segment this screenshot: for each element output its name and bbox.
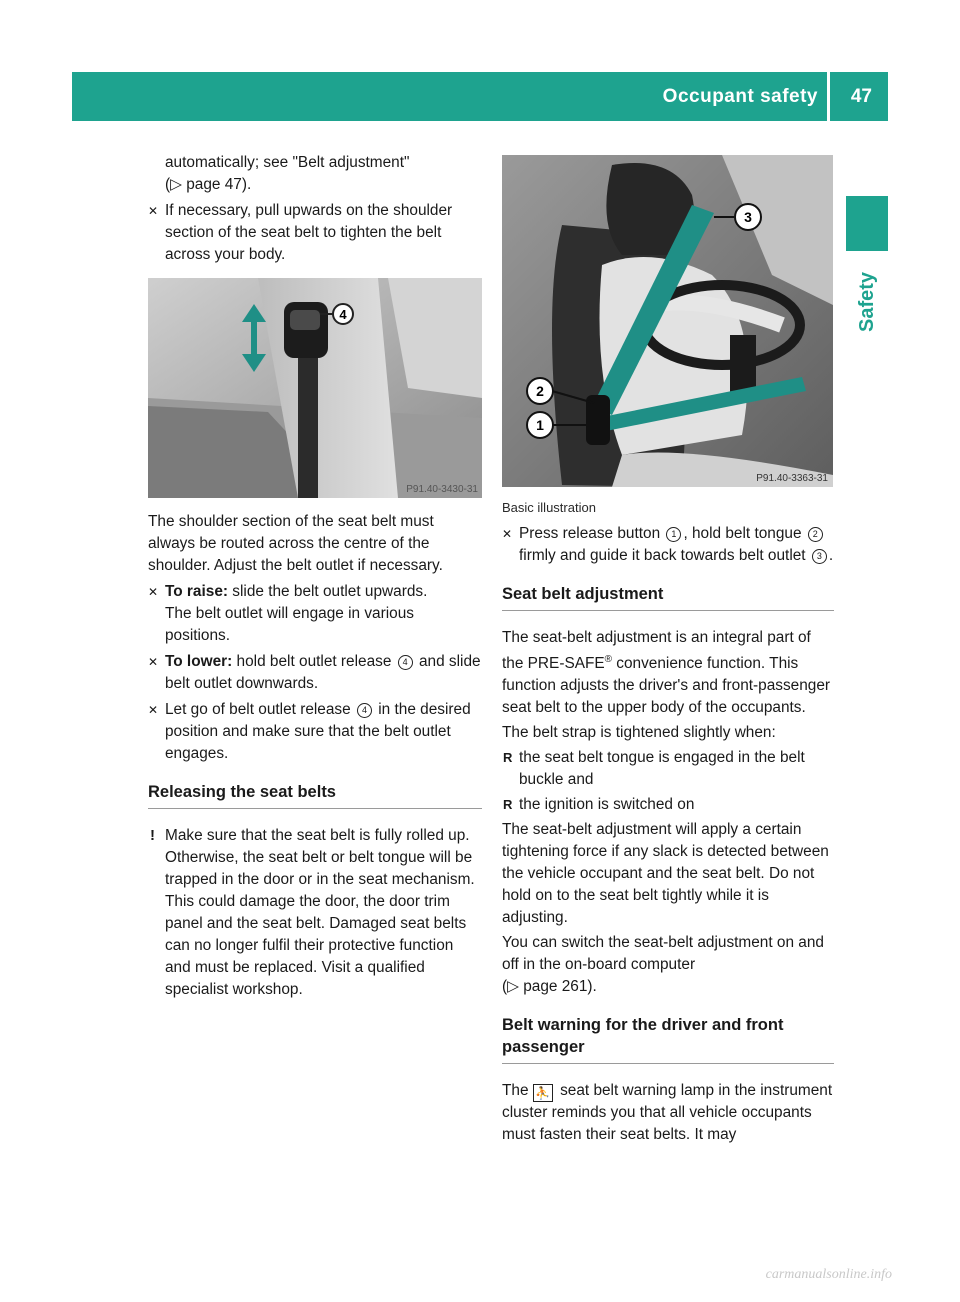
figure-code: P91.40-3430-31: [406, 484, 478, 495]
heading-rule: [148, 808, 482, 809]
callout-4: 4: [398, 655, 413, 670]
step-arrow-icon: ✕: [148, 585, 159, 599]
paragraph: The shoulder section of the seat belt must always be routed across the centre of the shoulder. Adjust the belt outlet if necessary.: [148, 513, 443, 574]
paragraph: You can switch the seat-belt adjustment on and off in the on-board computer (▷ page 261).: [502, 934, 824, 996]
warning-note: ! Make sure that the seat belt is fully rolled up. Otherwise, the seat belt or belt tongue will be trapped in the door or in the seat mechanism. This could damage the door, the door trim panel and the seat belt. Damaged seat belts can no longer fulfil their protective function and must be replaced. Visit a qualified specialist workshop.: [150, 827, 475, 998]
instruction-step: ✕ Press release button 1 , hold belt tongue 2 firmly and guide it back towards belt outlet 3 .: [502, 525, 834, 564]
list-item: R the seat belt tongue is engaged in the belt buckle and: [503, 749, 805, 789]
callout-4: 4: [339, 307, 347, 322]
left-column-lower: [148, 511, 482, 1001]
page-number: 47: [850, 86, 872, 107]
belt-outlet-illustration: [148, 278, 482, 498]
callout-1: 1: [536, 417, 544, 433]
header-divider: [827, 72, 830, 121]
right-column: [502, 497, 834, 1146]
section-heading: Belt warning for the driver and front passenger: [502, 1016, 784, 1057]
driver-seat-illustration: [502, 155, 833, 487]
left-column: [148, 152, 482, 270]
callout-2: 2: [808, 527, 823, 542]
callout-1: 1: [666, 527, 681, 542]
page-title: Occupant safety: [662, 86, 818, 107]
section-tab-block: [846, 196, 888, 251]
section-tab-label: Safety: [856, 271, 878, 333]
step-arrow-icon: ✕: [148, 655, 159, 669]
instruction-step: ✕ Let go of belt outlet release 4 in the desired position and make sure that the belt outlet engages.: [148, 701, 471, 762]
page-reference[interactable]: (▷ page 47).: [165, 176, 252, 193]
paragraph: The ⛹ seat belt warning lamp in the instrument cluster reminds you that all vehicle occupants must fasten their seat belts. It may: [502, 1082, 833, 1144]
section-heading: Releasing the seat belts: [148, 783, 336, 801]
figure-code: P91.40-3363-31: [756, 473, 828, 484]
step-arrow-icon: ✕: [148, 204, 159, 218]
header-bar: [72, 72, 888, 121]
paragraph: automatically; see "Belt adjustment" (▷ page 47).: [165, 154, 410, 193]
paragraph: The seat-belt adjustment will apply a certain tightening force if any slack is detected between the vehicle occupant and the seat belt. Do not hold on to the seat belt tightly while it is adjusting.: [502, 821, 829, 927]
seat-belt-figure: [502, 155, 833, 487]
instruction-step: ✕ To raise: slide the belt outlet upwards. The belt outlet will engage in various positions.: [148, 583, 428, 644]
bullet-icon: R: [503, 750, 513, 766]
callout-3: 3: [812, 549, 827, 564]
step-arrow-icon: ✕: [148, 703, 159, 717]
heading-rule: [502, 1063, 834, 1064]
figure-caption: Basic illustration: [502, 500, 596, 515]
callout-3: 3: [744, 209, 752, 225]
watermark: carmanualsonline.info: [765, 1267, 892, 1282]
belt-outlet-figure: [148, 278, 482, 498]
warning-icon: !: [150, 827, 155, 844]
heading-rule: [502, 610, 834, 611]
section-tab: [846, 262, 888, 342]
seat-belt-warning-lamp-icon: ⛹: [533, 1084, 553, 1102]
instruction-step: ✕ If necessary, pull upwards on the shoulder section of the seat belt to tighten the belt across your body.: [148, 202, 453, 263]
callout-4: 4: [357, 703, 372, 718]
list-item: R the ignition is switched on: [502, 794, 834, 816]
page-reference[interactable]: (▷ page 261).: [502, 978, 597, 996]
instruction-step: ✕ To lower: hold belt outlet release 4 and slide belt outlet downwards.: [148, 653, 481, 692]
section-heading: Seat belt adjustment: [502, 585, 664, 603]
callout-2: 2: [536, 383, 544, 399]
paragraph: The belt strap is tightened slightly when:: [502, 724, 776, 742]
bullet-icon: R: [503, 797, 513, 813]
paragraph: The seat-belt adjustment is an integral part of the PRE-SAFE® convenience function. This function adjusts the driver's and front-passenger seat belt to the upper body of the occupants.: [502, 629, 831, 717]
step-arrow-icon: ✕: [502, 527, 513, 541]
